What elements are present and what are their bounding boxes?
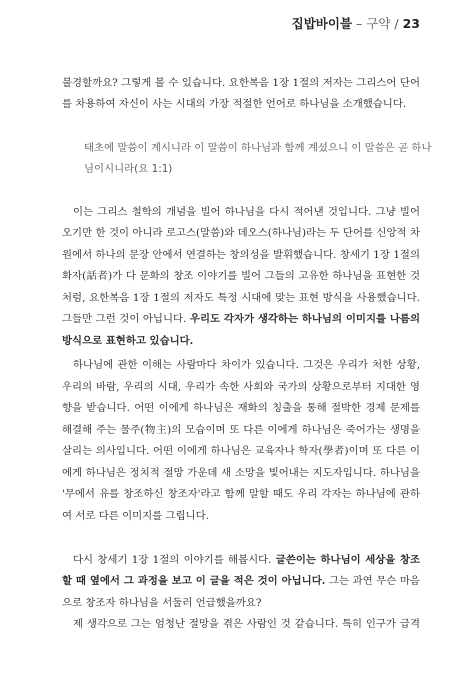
text-line: 향을 받습니다. 어떤 이에게 하나님은 재화의 칭출을 통해 절박한 경제 문제를 [62, 402, 420, 414]
running-header [292, 14, 420, 32]
emphasis-text: 글쓴이는 하나님이 세상을 창조 [275, 554, 421, 566]
text-line-mixed [62, 553, 420, 567]
page-number: 23 [402, 16, 420, 31]
text-line: 살리는 의사입니다. 어떤 이에게 하나님은 교육자나 학자(學者)이며 또 다른 이 [62, 445, 420, 457]
text-line: 이는 그리스 철학의 개념을 빌어 하나님을 다시 적어낸 것입니다. 그냥 빌어 [73, 206, 420, 218]
emphasis-text: 방식으로 표현하고 있습니다. [62, 335, 194, 347]
emphasis-text: 할 때 옆에서 그 과정을 보고 이 글을 적은 것이 아닙니다. [62, 575, 326, 587]
text-line: 에게 하나님은 정치적 절망 가운데 새 소망을 빛어내는 지도자입니다. 하나님을 [62, 467, 420, 479]
header-separator: – [356, 16, 363, 31]
text-line: 우리의 바람, 우리의 시대, 우리가 속한 사회와 국가의 상황으로부터 지대한 영 [62, 381, 420, 393]
section-name: 구약 [366, 16, 391, 31]
text-line: 해결해 주는 물주(物主)의 모습이며 또 다른 이에게 하나님은 죽어가는 생명을 [62, 424, 420, 436]
text-span: 다시 창세기 1장 1절의 이야기를 해봅시다. [73, 554, 272, 566]
text-line-mixed [62, 312, 420, 326]
text-line: '무에서 유를 창조하신 창조자'라고 함께 말할 때도 우리 각자는 하나님에 관하 [62, 488, 420, 500]
text-line: 를 차용하여 자신이 사는 시대의 가장 적절한 언어로 하나님을 소개했습니다. [62, 98, 407, 110]
text-span: 그들만 그런 것이 아닙니다. [62, 313, 187, 325]
emphasis-text: 우리도 각자가 생각하는 하나님의 이미지를 나름의 [189, 313, 420, 325]
text-line: 화자(話者)가 다 문화의 창조 이야기를 빌어 그들의 고유한 하나님을 표현한 것 [62, 270, 420, 282]
text-line: 여 서로 다른 이미지를 그립니다. [62, 510, 209, 522]
scripture-quote-line: 태초에 말씀이 계시니라 이 말씀이 하나님과 함께 계셨으니 이 말씀은 곧 하나 [84, 142, 432, 154]
text-line-mixed [62, 574, 420, 588]
scripture-quote-line: 님이시니라(요 1:1) [84, 163, 173, 175]
text-line: 으로 창조자 하나님을 서둘러 언급했을까요? [62, 597, 262, 609]
header-slash: / [394, 16, 399, 31]
text-line: 불경할까요? 그렇게 볼 수 있습니다. 요한복음 1장 1절의 저자는 그리스어 단어 [62, 77, 420, 89]
text-span: 그는 과연 무슨 마음 [328, 575, 420, 587]
text-line: 제 생각으로 그는 엄청난 절망을 겪은 사람인 것 같습니다. 특히 인구가 급격 [73, 618, 420, 630]
book-title: 집밥바이블 [291, 16, 353, 31]
text-line: 하나님에 관한 이해는 사람마다 차이가 있습니다. 그것은 우리가 처한 상황, [73, 359, 420, 371]
text-line: 오기만 한 것이 아니라 로고스(말씀)와 데오스(하나님)라는 두 단어를 신앙적 차 [62, 227, 420, 239]
text-line: 처럼, 요한복음 1장 1절의 저자도 특정 시대에 맞는 표현 방식을 사용했습니다. [62, 292, 420, 304]
text-line: 원에서 하나의 문장 안에서 연결하는 창의성을 발휘했습니다. 창세기 1장 1절의 [62, 249, 420, 261]
